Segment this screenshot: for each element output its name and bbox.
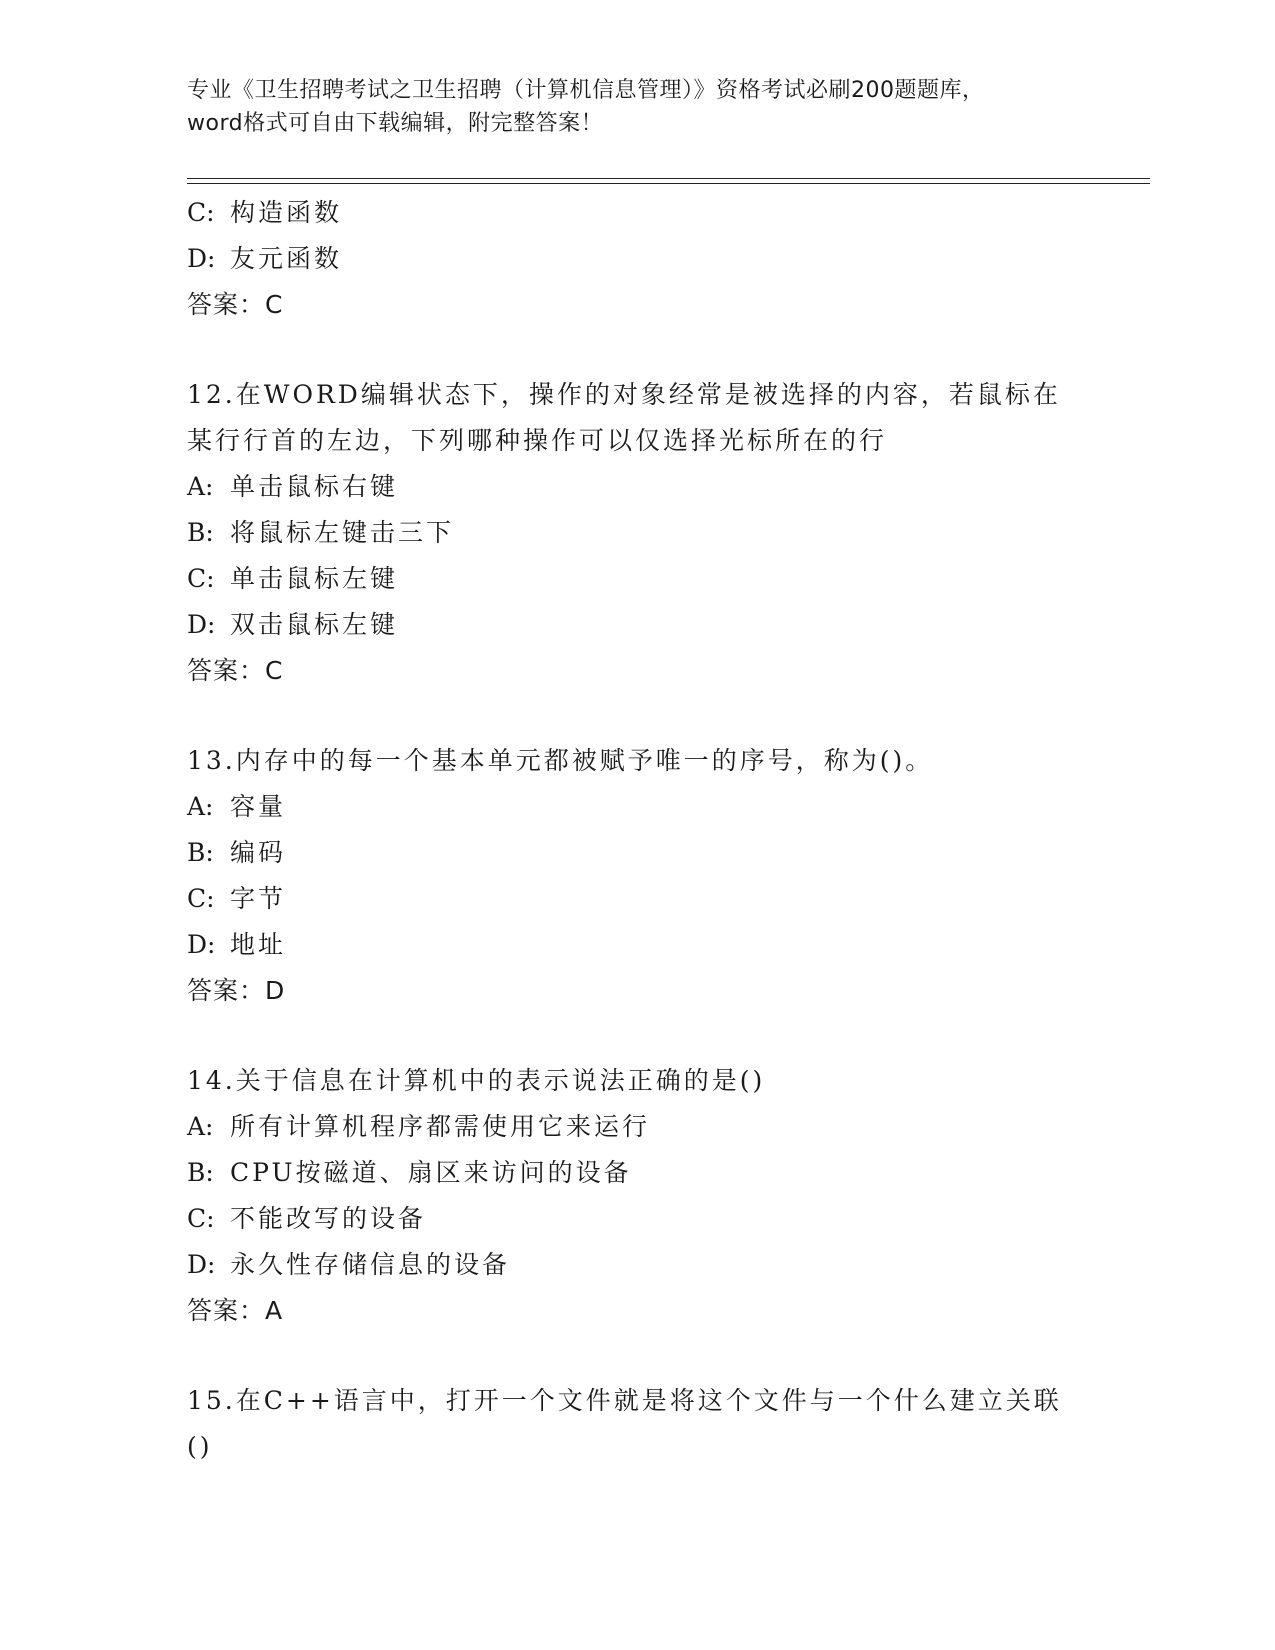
option-c: C: 构造函数 bbox=[187, 198, 343, 227]
question-13 bbox=[187, 738, 1087, 1014]
option-b: B: 将鼠标左键击三下 bbox=[187, 518, 455, 547]
option-c: C: 单击鼠标左键 bbox=[187, 564, 399, 593]
question-15 bbox=[187, 1378, 1087, 1470]
question-text-cont: () bbox=[187, 1432, 213, 1461]
question-text-cont: 某行行首的左边，下列哪种操作可以仅选择光标所在的行 bbox=[187, 426, 888, 455]
option-c: C: 字节 bbox=[187, 884, 287, 913]
answer: 答案：C bbox=[187, 656, 284, 685]
question-text: 14.关于信息在计算机中的表示说法正确的是() bbox=[187, 1066, 766, 1095]
question-content bbox=[187, 190, 1087, 1470]
question-12 bbox=[187, 372, 1087, 694]
page-header bbox=[187, 74, 1087, 140]
answer: 答案：C bbox=[187, 290, 284, 319]
question-text: 12.在WORD编辑状态下，操作的对象经常是被选择的内容，若鼠标在 bbox=[187, 380, 1061, 409]
question-text: 15.在C++语言中，打开一个文件就是将这个文件与一个什么建立关联 bbox=[187, 1386, 1062, 1415]
answer: 答案：D bbox=[187, 976, 286, 1005]
option-b: B: CPU按磁道、扇区来访问的设备 bbox=[187, 1158, 632, 1187]
question-text: 13.内存中的每一个基本单元都被赋予唯一的序号，称为()。 bbox=[187, 746, 934, 775]
answer: 答案：A bbox=[187, 1296, 284, 1325]
header-line-1: 专业《卫生招聘考试之卫生招聘（计算机信息管理）》资格考试必刷200题题库， bbox=[187, 78, 985, 103]
option-d: D: 地址 bbox=[187, 930, 287, 959]
option-a: A: 所有计算机程序都需使用它来运行 bbox=[187, 1112, 651, 1141]
option-a: A: 容量 bbox=[187, 792, 287, 821]
question-11-tail bbox=[187, 190, 1087, 328]
option-a: A: 单击鼠标右键 bbox=[187, 472, 399, 501]
option-d: D: 友元函数 bbox=[187, 244, 343, 273]
header-line-2: word格式可自由下载编辑，附完整答案！ bbox=[187, 111, 604, 136]
question-14 bbox=[187, 1058, 1087, 1334]
option-d: D: 双击鼠标左键 bbox=[187, 610, 399, 639]
header-rule-top bbox=[187, 178, 1150, 179]
option-b: B: 编码 bbox=[187, 838, 287, 867]
option-d: D: 永久性存储信息的设备 bbox=[187, 1250, 511, 1279]
header-rule-bottom bbox=[187, 183, 1150, 184]
option-c: C: 不能改写的设备 bbox=[187, 1204, 427, 1233]
